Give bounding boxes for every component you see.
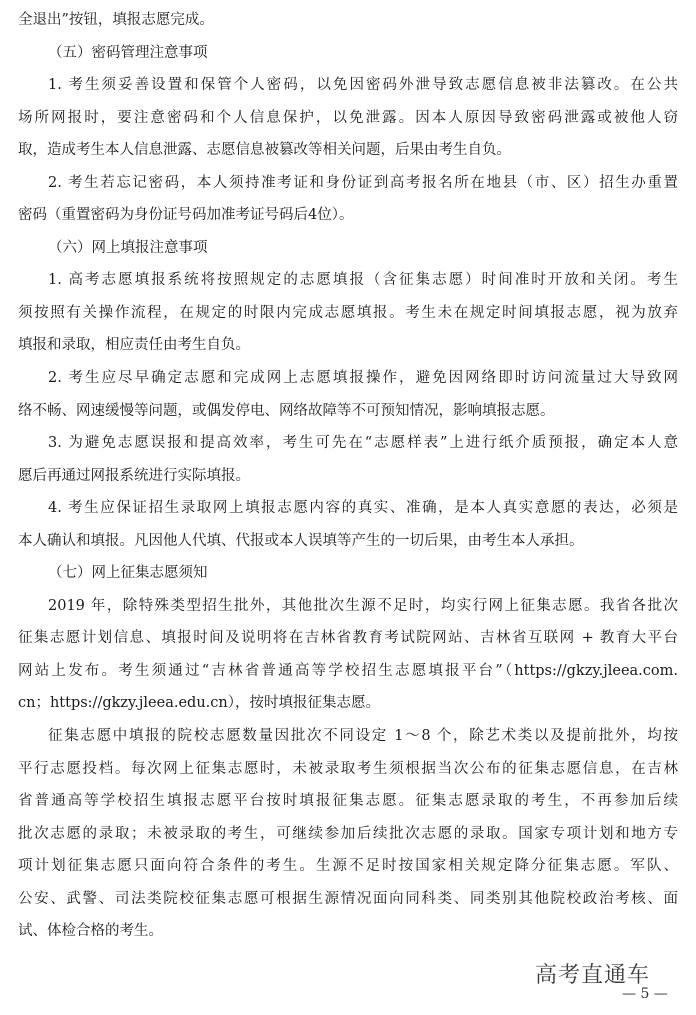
text-line: 征集志愿计划信息、填报时间及说明将在吉林省教育考试院网站、吉林省互联网 + 教育大平台: [18, 630, 678, 647]
text-line: 4. 考生应保证招生录取网上填报志愿内容的真实、准确，是本人真实意愿的表达，必须是: [48, 500, 678, 517]
text-line: 省普通高等学校招生填报志愿平台按时填报征集志愿。征集志愿录取的考生，不再参加后续: [18, 793, 678, 810]
text-line: 网站上发布。考生须通过“吉林省普通高等学校招生志愿填报平台”（https://gkzy.jleea.com.: [18, 662, 678, 679]
text-line: 愿后再通过网报系统进行实际填报。: [18, 467, 250, 484]
text-line: 公安、武警、司法类院校征集志愿可根据生源情况面向同科类、同类别其他院校政治考核、面: [18, 890, 678, 907]
section-heading: （六）网上填报注意事项: [48, 239, 208, 256]
section-heading: （七）网上征集志愿须知: [48, 565, 208, 582]
text-line: 须按照有关操作流程，在规定的时限内完成志愿填报。考生未在规定时间填报志愿，视为放弃: [18, 304, 678, 321]
text-line: 2019 年，除特殊类型招生批外，其他批次生源不足时，均实行网上征集志愿。我省各批次: [48, 597, 678, 614]
text-line: 2. 考生若忘记密码，本人须持准考证和身份证到高考报名所在地县（市、区）招生办重置: [48, 174, 678, 191]
text-line: 1. 考生须妥善设置和保管个人密码，以免因密码外泄导致志愿信息被非法篡改。在公共: [48, 77, 678, 94]
text-line: 络不畅、网速缓慢等问题，或偶发停电、网络故障等不可预知情况，影响填报志愿。: [18, 402, 555, 419]
text-line: 密码（重置密码为身份证号码加准考证号码后4位）。: [18, 207, 354, 224]
text-line: 征集志愿中填报的院校志愿数量因批次不同设定 1～8 个，除艺术类以及提前批外，均按: [48, 728, 678, 745]
text-line: 场所网报时，要注意密码和个人信息保护，以免泄露。因本人原因导致密码泄露或被他人窃: [18, 109, 678, 126]
text-line: 全退出”按钮，填报志愿完成。: [18, 12, 214, 28]
text-line: 本人确认和填报。凡因他人代填、代报或本人误填等产生的一切后果，由考生本人承担。: [18, 532, 584, 549]
text-line: 取，造成考生本人信息泄露、志愿信息被篡改等相关问题，后果由考生自负。: [18, 142, 511, 159]
text-line: 1. 高考志愿填报系统将按照规定的志愿填报（含征集志愿）时间准时开放和关闭。考生: [48, 272, 678, 289]
text-line: 3. 为避免志愿误报和提高效率，考生可先在“志愿样表”上进行纸介质预报，确定本人意: [48, 435, 678, 452]
watermark-logo-text: 高考直通车: [535, 963, 651, 988]
text-line: 批次志愿的录取；未被录取的考生，可继续参加后续批次志愿的录取。国家专项计划和地方专: [18, 825, 678, 842]
text-line: 试、体检合格的考生。: [18, 923, 163, 940]
text-line: 填报和录取，相应责任由考生自负。: [18, 337, 250, 354]
text-line: cn；https://gkzy.jleea.edu.cn），按时填报征集志愿。: [18, 695, 380, 712]
document-body: [18, 4, 678, 948]
text-line: 平行志愿投档。每次网上征集志愿时，未被录取考生须根据当次公布的征集志愿信息，在吉林: [18, 760, 678, 777]
text-line: 项计划征集志愿只面向符合条件的考生。生源不足时按国家相关规定降分征集志愿。军队、: [18, 858, 678, 875]
text-line: 2. 考生应尽早确定志愿和完成网上志愿填报操作，避免因网络即时访问流量过大导致网: [48, 370, 678, 387]
page-number: — 5 —: [622, 986, 668, 1002]
section-heading: （五）密码管理注意事项: [48, 44, 208, 61]
